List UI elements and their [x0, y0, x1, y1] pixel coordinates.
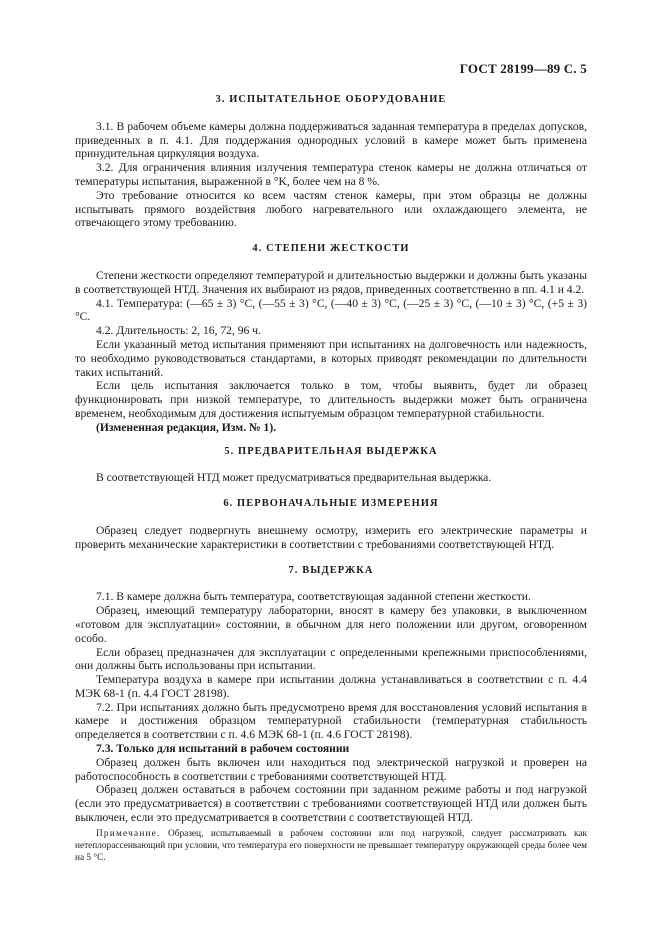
section-7-title: 7. ВЫДЕРЖКА	[288, 564, 374, 576]
paragraph-3-2: 3.2. Для ограничения влияния излучения температура стенок камеры не должна отличаться от температуры испытания, выраженной в °K, более чем на 8 %.	[75, 161, 587, 188]
paragraph-5-1: В соответствующей НТД может предусматриваться предварительная выдержка.	[96, 471, 492, 485]
paragraph-7-3-state: Образец должен оставаться в рабочем состоянии при заданном режиме работы и под нагрузкой (если это предусматривается) в соответствии с требованиями соответствующей НТД или должен быть выключен, если это предусматривается в соответствии с соответствующей НТД.	[75, 783, 587, 825]
paragraph-7-2: 7.2. При испытаниях должно быть предусмотрено время для восстановления условий испытания в камере и достижения образцом температурной стабильности (температурная стабильность определяется в соответствии с п. 4.6 МЭК 68-1 (п. 4.6 ГОСТ 28198).	[75, 700, 587, 742]
paragraph-7-1-fixtures: Если образец предназначен для эксплуатации с определенными крепежными приспособлениями, они должны быть использованы при испытании.	[75, 645, 587, 673]
document-body	[75, 93, 587, 864]
paragraph-7-3-heading: 7.3. Только для испытаний в рабочем состоянии	[96, 742, 350, 756]
page-header: ГОСТ 28199—89 С. 5	[459, 61, 587, 76]
paragraph-4-function: Если цель испытания заключается только в том, чтобы выявить, будет ли образец функционировать при низкой температуре, то длительность выдержки может быть ограничена временем, необходимым для достижения испытуемым образцом температурной стабильности.	[75, 379, 587, 420]
section-5-title: 5. ПРЕДВАРИТЕЛЬНАЯ ВЫДЕРЖКА	[224, 445, 438, 457]
paragraph-4-2: 4.2. Длительность: 2, 16, 72, 96 ч.	[96, 324, 261, 338]
paragraph-3-2-note: Это требование относится ко всем частям стенок камеры, при этом образцы не должны испытывать прямого воздействия любого нагревательного или охлаждающего элемента, не отвечающего этому требованию.	[75, 188, 587, 230]
section-4-title: 4. СТЕПЕНИ ЖЕСТКОСТИ	[252, 243, 410, 255]
paragraph-7-1-sample: Образец, имеющий температуру лаборатории, вносят в камеру без упаковки, в выключенном «готовом для эксплуатации» состоянии, в обычном для него положении или другом, оговоренном особо.	[75, 604, 587, 645]
paragraph-4-intro: Степени жесткости определяют температурой и длительностью выдержки и должны быть указаны в соответствующей НТД. Значения их выбирают из рядов, приведенных соответственно в пп. 4.1 и 4.2.	[75, 268, 587, 296]
amendment-note: (Измененная редакция, Изм. № 1).	[96, 420, 277, 434]
note-paragraph	[75, 828, 587, 864]
section-6-title: 6. ПЕРВОНАЧАЛЬНЫЕ ИЗМЕРЕНИЯ	[223, 498, 439, 510]
paragraph-4-durability: Если указанный метод испытания применяют при испытаниях на долговечность или надежность, то необходимо руководствоваться стандартами, в которых приводят рекомендации по длительности таких испытаний.	[75, 337, 587, 379]
paragraph-7-1-air: Температура воздуха в камере при испытании должна устанавливаться в соответствии с п. 4.4 МЭК 68-1 (п. 4.4 ГОСТ 28198).	[75, 673, 587, 700]
note-text: Образец, испытываемый в рабочем состоянии или под нагрузкой, следует рассматривать как нетеплорассеивающий при условии, что температура его поверхности не превышает температуру окружающей среды более чем на 5 °С.	[75, 828, 587, 863]
paragraph-3-1: 3.1. В рабочем объеме камеры должна поддерживаться заданная температура в пределах допусков, приведенных в п. 4.1. Для поддержания однородных условий в камере может быть применена принудительная циркуляция воздуха.	[75, 119, 587, 161]
paragraph-6-1: Образец следует подвергнуть внешнему осмотру, измерить его электрические параметры и проверить механические характеристики в соответствии с требованиями соответствующей НТД.	[75, 523, 587, 551]
paragraph-7-3-powered: Образец должен быть включен или находиться под электрической нагрузкой и проверен на работоспособность в соответствии с требованиями соответствующей НТД.	[75, 755, 587, 783]
paragraph-7-1: 7.1. В камере должна быть температура, соответствующая заданной степени жесткости.	[96, 590, 531, 604]
paragraph-4-1: 4.1. Температура: (—65 ± 3) °С, (—55 ± 3) °С, (—40 ± 3) °С, (—25 ± 3) °С, (—10 ± 3) °С, (+5 ± 3) °С.	[75, 296, 587, 324]
section-3-title: 3. ИСПЫТАТЕЛЬНОЕ ОБОРУДОВАНИЕ	[215, 94, 447, 105]
note-lead: Примечание.	[96, 828, 161, 839]
